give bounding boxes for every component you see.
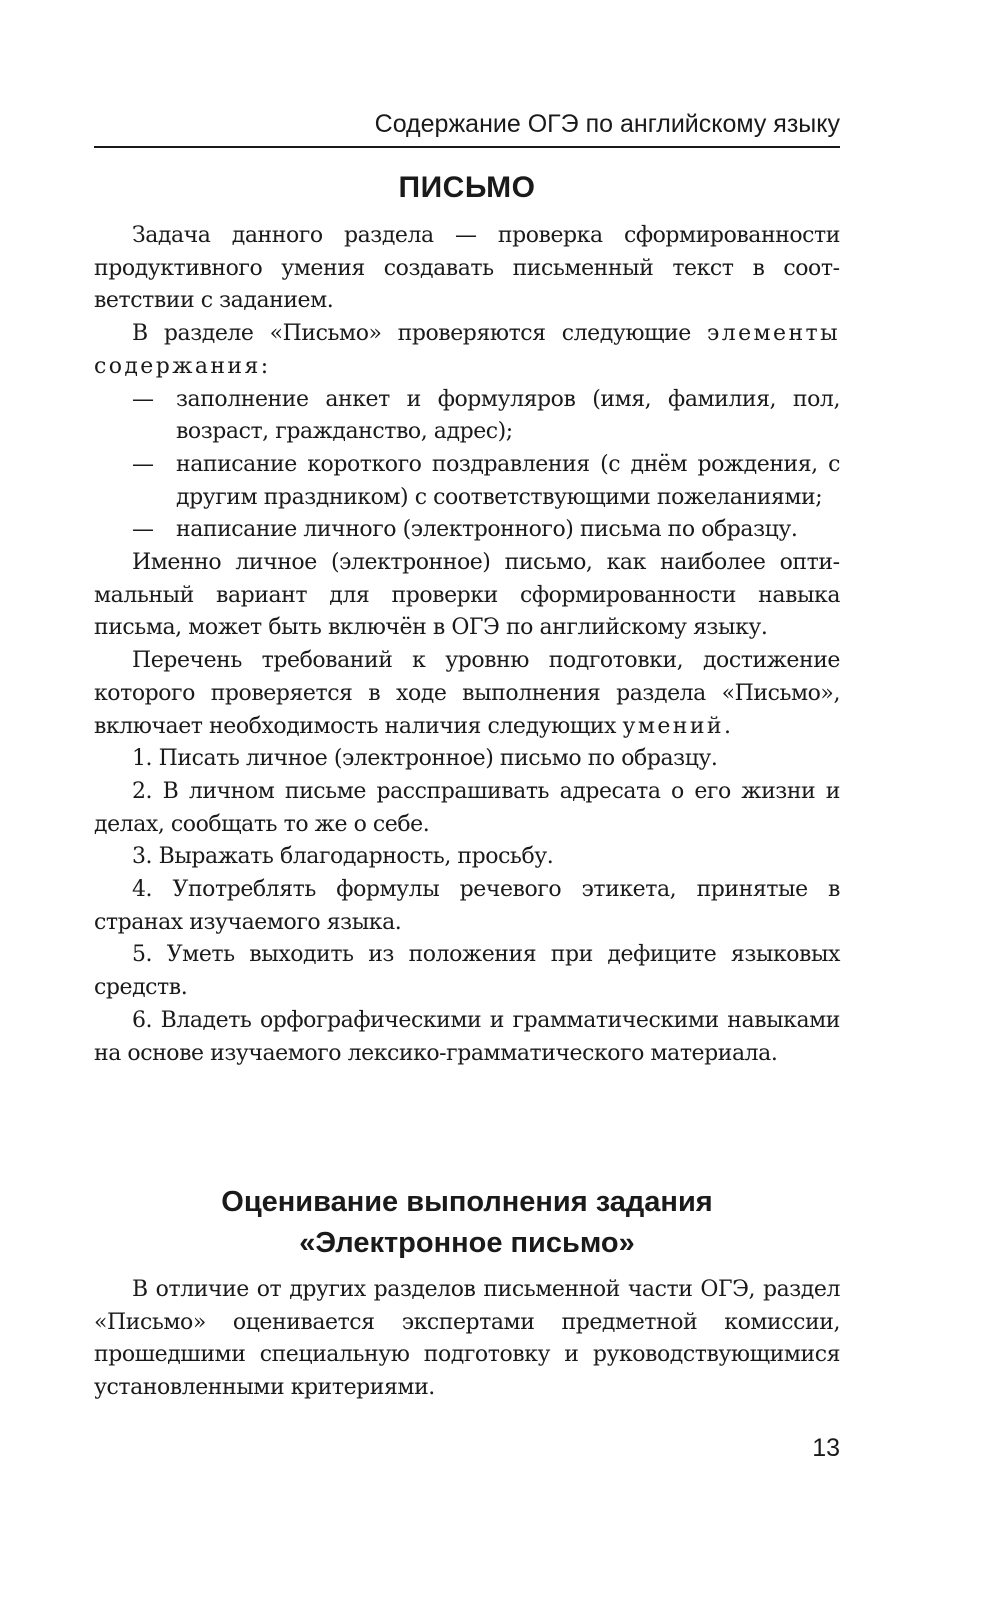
list-item xyxy=(94,384,840,449)
elements-lead-spaced: элементы содержания: xyxy=(94,321,840,379)
elements-lead-paragraph xyxy=(94,318,840,383)
requirements-lead-text: Перечень требований к уровню подготовки, достижение которого проверяется в ходе выполнения раздела «Письмо», включает необходимость наличия следующих xyxy=(94,648,840,739)
requirement-item: 4. Употреблять формулы речевого этикета, принятые в странах изучаемого языка. xyxy=(94,877,840,935)
list-item xyxy=(94,449,840,514)
subsection-body xyxy=(94,1274,840,1405)
list-item-text: написание личного (электронного) письма по образцу. xyxy=(176,517,798,543)
subsection-title xyxy=(94,1182,840,1264)
subsection-paragraph: В отличие от других разделов письменной части ОГЭ, раздел «Письмо» оценивается экспертами предметной комиссии, прошедшими специальную подготовку и руководствующимися установленными критериями. xyxy=(94,1277,840,1401)
page-number: 13 xyxy=(812,1434,840,1462)
elements-lead-text: В разделе «Письмо» проверяются следующие xyxy=(132,321,707,347)
email-note-paragraph: Именно личное (электронное) письмо, как наиболее оптимальный вариант для проверки сформированности навыка письма, может быть включён в ОГЭ по английскому языку. xyxy=(94,550,840,641)
requirement-item: 1. Писать личное (электронное) письмо по образцу. xyxy=(132,746,718,772)
running-header: Содержание ОГЭ по английскому языку xyxy=(374,110,840,138)
subsection-title-line: «Электронное письмо» xyxy=(299,1227,635,1259)
list-item xyxy=(94,514,840,547)
requirement-item: 2. В личном письме расспрашивать адресата о его жизни и делах, сообщать то же о себе. xyxy=(94,778,840,837)
intro-paragraph: Задача данного раздела — проверка сформированности продуктивного умения создавать письменный текст в соответствии с заданием. xyxy=(94,223,840,314)
requirement-item: 6. Владеть орфографическими и грамматическими навыками на основе изучаемого лексико-грамматического материала. xyxy=(94,1007,840,1066)
requirement-item: 5. Уметь выходить из положения при дефиците языковых средств. xyxy=(94,942,840,1001)
section-title: ПИСЬМО xyxy=(398,171,536,204)
dash-marker: — xyxy=(132,517,154,543)
section-body xyxy=(94,220,840,1070)
subsection-title-line: Оценивание выполнения задания xyxy=(221,1186,713,1218)
dash-marker: — xyxy=(132,451,154,477)
requirements-lead-paragraph xyxy=(94,645,840,743)
requirement-item: 3. Выражать благодарность, просьбу. xyxy=(132,844,554,870)
dash-marker: — xyxy=(132,386,154,412)
list-item-text: заполнение анкет и формуляров (имя, фамилия, пол, возраст, гражданство, адрес); xyxy=(176,386,840,445)
header-rule xyxy=(94,146,840,148)
requirements-lead-spaced: умений. xyxy=(622,713,734,739)
list-item-text: написание короткого поздравления (с днём рождения, с другим праздником) с соответствующими пожеланиями; xyxy=(176,451,840,510)
